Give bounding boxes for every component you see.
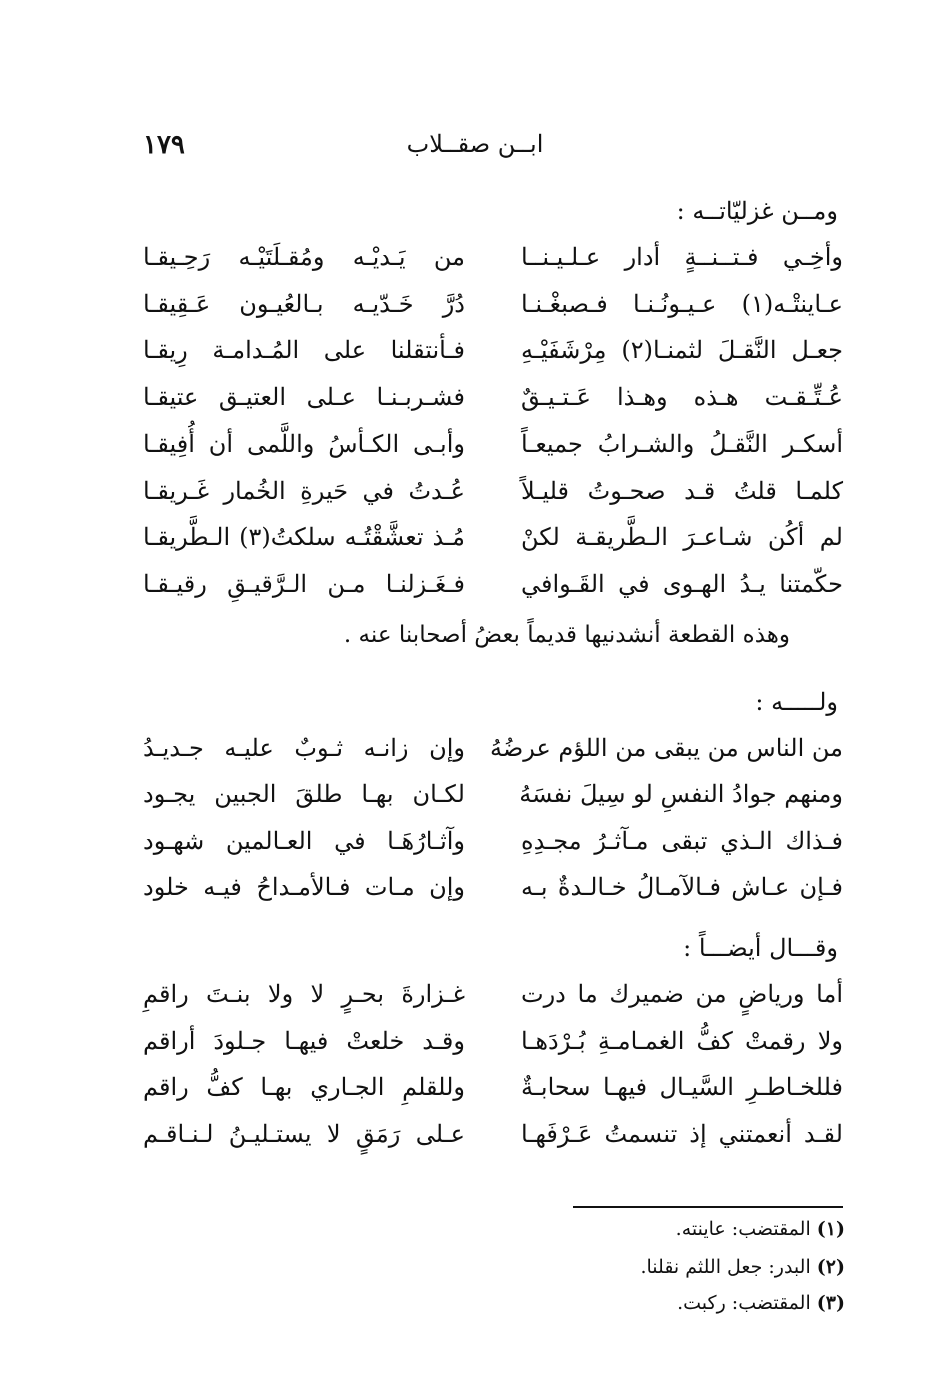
verse-line xyxy=(143,1073,843,1113)
verse-line xyxy=(143,1027,843,1067)
second-hemistich: لكـان بهـا طلقَ الجبين يجـود xyxy=(143,780,465,808)
first-hemistich: أما ورياضٍ من ضميرك ما درت xyxy=(521,980,843,1008)
second-hemistich: دُرَّ خَـدّيـه بـالعُيـون عَـقِيقـا xyxy=(143,290,465,318)
footnote-marker: (٢) xyxy=(816,1256,845,1278)
second-hemistich: وإن مـات فـالأمـداحُ فيـه خلود xyxy=(143,873,465,901)
first-hemistich: لم أكُن شـاعـرَ الـطَّريقـة لكنْ xyxy=(521,523,843,551)
poem-intro: ومــن غزليّاتــه : xyxy=(676,197,838,225)
first-hemistich: ومنهم جوادُ النفسِ لو سِيلَ نفسَهُ xyxy=(519,780,843,808)
verse-line xyxy=(143,827,843,867)
second-hemistich: فـأنتقلنا على المُـدامـة رِيقـا xyxy=(143,336,465,364)
second-hemistich: وقـد خلعتْ فيهـا جـلودَ أراقم xyxy=(143,1027,465,1055)
first-hemistich: جعـل النَّقـلَ لثمنـا(٢) مِرْشَفَيْـهِ xyxy=(521,336,843,364)
footnote xyxy=(676,1218,845,1240)
second-hemistich: وأبـى الكـأسُ واللَّمى أن أُفِيقـا xyxy=(143,430,465,458)
verse-line xyxy=(143,873,843,913)
second-hemistich: وإن زانـه ثـوبٌ عليـه جـديـدُ xyxy=(143,734,465,762)
verse-line xyxy=(143,570,843,610)
poem-intro: ولـــــه : xyxy=(755,688,838,716)
verse-line xyxy=(143,780,843,820)
transmission-note: وهذه القطعة أنشدنيها قديماً بعضُ أصحابنا عنه . xyxy=(343,622,790,648)
first-hemistich: أسكـر النَّقـلُ والشـرابُ جميعـاً xyxy=(521,430,843,458)
verse-line xyxy=(143,336,843,376)
footnote-marker: (١) xyxy=(816,1218,845,1240)
first-hemistich: فـإن عـاش فـالآمـالُ خـالـدةٌ بـه xyxy=(521,873,843,901)
page-header xyxy=(0,128,950,168)
footnote-text: المقتضب: ركبت. xyxy=(677,1292,811,1314)
verse-line xyxy=(143,523,843,563)
footnote-text: البدر: جعل اللثم نقلنا. xyxy=(640,1256,811,1278)
second-hemistich: وللقلمِ الجـاري بهـا كفُّ راقم xyxy=(143,1073,465,1101)
verse-line xyxy=(143,383,843,423)
first-hemistich: عُـتِّـقـت هـذه وهـذا عَـتـيـقٌ xyxy=(521,383,843,411)
first-hemistich: فللخـاطـرِ السَّيـال فيهـا سحابـةٌ xyxy=(521,1073,843,1101)
verse-line xyxy=(143,1120,843,1160)
running-title: ابــن صقــلاب xyxy=(406,130,544,158)
verse-line xyxy=(143,980,843,1020)
footnote xyxy=(640,1256,845,1278)
first-hemistich: من الناس من يبقى من اللؤم عرضُهُ xyxy=(489,734,843,762)
second-hemistich: عُـدتُ في حَيرةِ الخُمار غَـريقـا xyxy=(143,477,465,505)
verse-line xyxy=(143,430,843,470)
first-hemistich: فـذاك الـذي تبقى مـآثـرُ مجـدِهِ xyxy=(521,827,843,855)
first-hemistich: ولا رقمتْ كفُّ الغمـامـةِ بُـرْدَهـا xyxy=(521,1027,843,1055)
verse-line xyxy=(143,477,843,517)
second-hemistich: فشـربـنـا عـلى العتيـق عتيقـا xyxy=(143,383,465,411)
verse-line xyxy=(143,734,843,774)
footnote-marker: (٣) xyxy=(816,1292,845,1314)
footnote-text: المقتضب: عاينته. xyxy=(675,1218,811,1240)
footnote-divider xyxy=(573,1206,843,1208)
first-hemistich: وأخِـي فـتــنــةٍ أدار عـلـيـنــا xyxy=(521,243,843,271)
page-number: ١٧٩ xyxy=(143,130,185,160)
first-hemistich: حكّمتنا يـدُ الهـوى في القَـوافي xyxy=(521,570,843,598)
second-hemistich: وآثـارُهَـا في العـالمين شهـود xyxy=(143,827,465,855)
poem-intro: وقـــال أيضـــاً : xyxy=(683,934,838,962)
verse-line xyxy=(143,290,843,330)
first-hemistich: لقـد أنعمتني إذ تنسمتُ عَـرْفَهـا xyxy=(521,1120,843,1148)
first-hemistich: عـاينتْـه(١) عـيـونُـنـا فـصبغْـنـا xyxy=(521,290,843,318)
second-hemistich: من يَـديْـه ومُقـلَتَيْـه رَحِـيقـا xyxy=(143,243,465,271)
second-hemistich: غـزارةَ بحـرٍ لا ولا بنـتَ راقمِ xyxy=(143,980,465,1008)
first-hemistich: كلمـا قلتُ قـد صحـوتُ قليـلاً xyxy=(521,477,843,505)
second-hemistich: عـلى رَمَقٍ لا يستـليـنُ لـنـاقـم xyxy=(143,1120,465,1148)
footnote xyxy=(677,1292,845,1314)
second-hemistich: فـغَـزلنـا مـن الـرَّقيـقِ رقيـقـا xyxy=(143,570,465,598)
second-hemistich: مُـذ تعشَّقْتُـه سلكتُ(٣) الـطَّريقـا xyxy=(143,523,465,551)
verse-line xyxy=(143,243,843,283)
